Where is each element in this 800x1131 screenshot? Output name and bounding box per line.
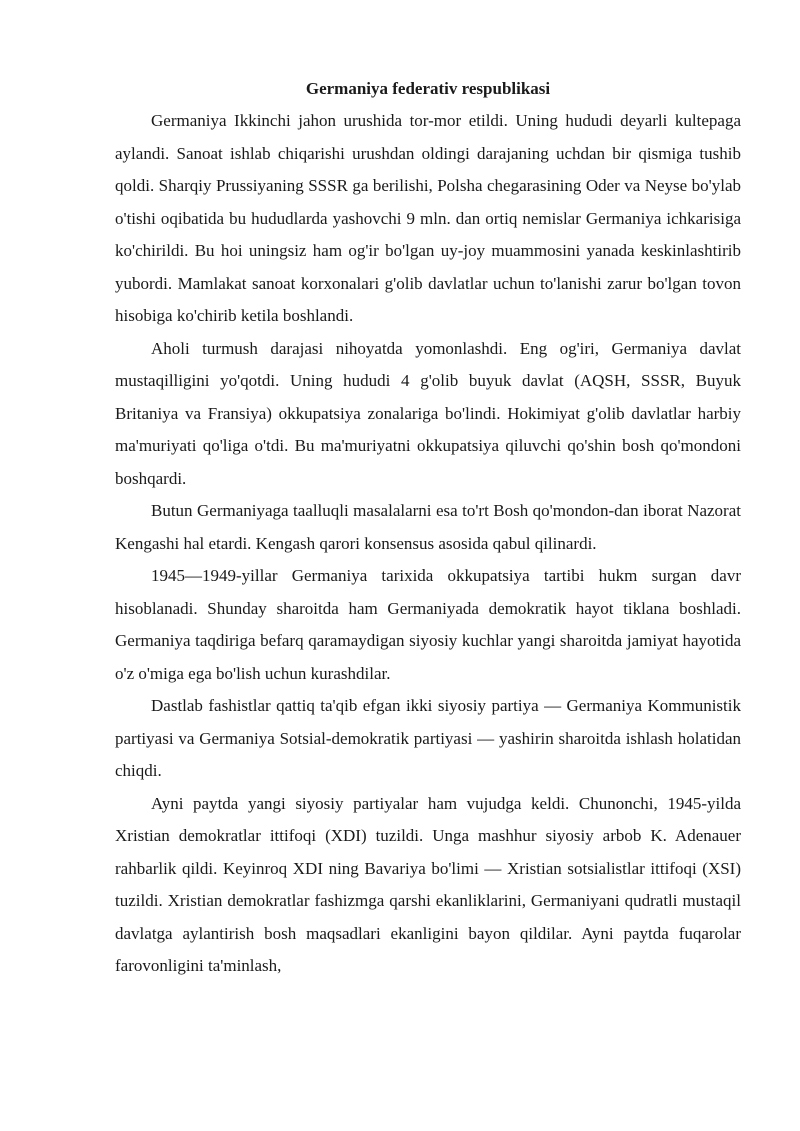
document-title: Germaniya federativ respublikasi [305,79,551,98]
paragraph-3: Butun Germaniyaga taalluqli masalalarni esa to'rt Bosh qo'mondon-dan iborat Nazorat Kengashi hal etardi. Kengash qarori konsensus asosida qabul qilinardi. [115,501,741,553]
paragraph-6: Ayni paytda yangi siyosiy partiyalar ham vujudga keldi. Chunonchi, 1945-yilda Xristian demokratlar ittifoqi (XDI) tuzildi. Unga mashhur siyosiy arbob K. Adenauer rahbarlik qildi. Keyinroq XDI ning Bavariya bo'limi — Xristian sotsialistlar ittifoqi (XSI) tuzildi. Xristian demokratlar fashizmga qarshi ekanliklarini, Germaniyani qudratli mustaqil davlatga aylantirish bosh maqsadlari ekanligini bayon qildilar. Ayni paytda fuqarolar farovonligini ta'minlash, [115,793,741,975]
paragraph-1: Germaniya Ikkinchi jahon urushida tor-mor etildi. Uning hududi deyarli kultepaga aylandi. Sanoat ishlab chiqarishi urushdan oldingi darajaning uchdan bir qismiga tushib qoldi. Sharqiy Prussiyaning SSSR ga berilishi, Polsha chegarasining Oder va Neyse bo'ylab o'tishi oqibatida bu hududlarda yashovchi 9 mln. dan ortiq nemislar Germaniya ichkarisiga ko'chirildi. Bu hoi uningsiz ham og'ir bo'lgan uy-joy muammosini yanada keskinlashtirib yubordi. Mamlakat sanoat korxonalari g'olib davlatlar uchun to'lanishi zarur bo'lgan tovon hisobiga ko'chirib ketila boshlandi. [115,111,741,325]
paragraph-5: Dastlab fashistlar qattiq ta'qib efgan ikki siyosiy partiya — Germaniya Kommunistik partiyasi va Germaniya Sotsial-demokratik partiyasi — yashirin sharoitda ishlash holatidan chiqdi. [115,696,741,780]
document-page [115,73,741,983]
paragraph-2: Aholi turmush darajasi nihoyatda yomonlashdi. Eng og'iri, Germaniya davlat mustaqilligini yo'qotdi. Uning hududi 4 g'olib buyuk davlat (AQSH, SSSR, Buyuk Britaniya va Fransiya) okkupatsiya zonalariga bo'lindi. Hokimiyat g'olib davlatlar harbiy ma'muriyati qo'liga o'tdi. Bu ma'muriyatni okkupatsiya qiluvchi qo'shin bosh qo'mondoni boshqardi. [115,338,741,488]
paragraph-4: 1945—1949-yillar Germaniya tarixida okkupatsiya tartibi hukm surgan davr hisoblanadi. Shunday sharoitda ham Germaniyada demokratik hayot tiklana boshladi. Germaniya taqdiriga befarq qaramaydigan siyosiy kuchlar yangi sharoitda jamiyat hayotida o'z o'miga ega bo'lish uchun kurashdilar. [115,566,741,683]
